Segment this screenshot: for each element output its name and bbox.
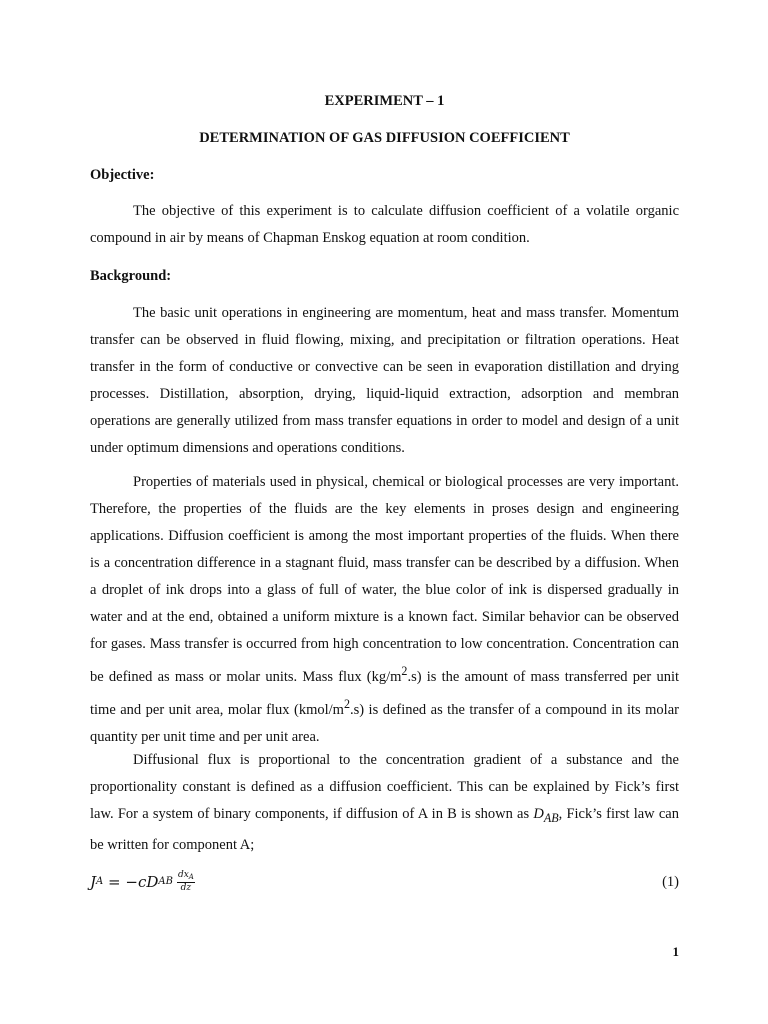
page-number: 1 — [672, 944, 679, 959]
p2-superscript-1: 2 — [401, 664, 408, 678]
p3-text-a: Diffusional flux is proportional to the concentration gradient of a substance and the proportionality constant is defined as a diffusion coefficient. This can be explained by Fick’s first law. For a system of binary components, if diffusion of A in B is shown as — [90, 752, 679, 822]
eq-equals-minus: = − — [103, 872, 138, 891]
eq-lhs: J — [90, 872, 97, 891]
p2-superscript-2: 2 — [343, 696, 350, 711]
main-title: DETERMINATION OF GAS DIFFUSION COEFFICIENT — [199, 130, 570, 146]
eq-c: c — [137, 872, 147, 891]
eq-frac-numerator — [177, 870, 195, 883]
equation-1 — [90, 868, 679, 898]
background-paragraph-1: The basic unit operations in engineering are momentum, heat and mass transfer. Momentum transfer can be observed in fluid flowing, mixing, and precipitation or filtration operations. Heat transfer in the form of conductive or convective can be seen in evaporation distillation and drying processes. Distillation, absorption, drying, liquid-liquid extraction, adsorption and membran operations are generally utilized from mass transfer equations in order to model and design of a unit under optimum dimensions and operations conditions. — [90, 305, 679, 456]
p2-text-b: .s) is the amount of mass transferred per unit time and per unit area, molar flux (kmol/m — [90, 668, 679, 718]
p3-symbol-d-sub: AB — [543, 810, 559, 825]
eq-frac-num-text: dx — [177, 870, 189, 880]
p2-text-a: Properties of materials used in physical, chemical or biological processes are very important. Therefore, the properties of the fluids are the key elements in proses design and engineering applications. Diffusion coefficient is among the most important properties of the fluids. When there is a concentration difference in a stagnant fluid, mass transfer can be described by a diffusion. When a droplet of ink drops into a glass of full of water, the blue color of ink is dispersed gradually in water and at the end, obtained a uniform mixture is a known fact. Similar behavior can be observed for gases. Mass transfer is occurred from high concentration to low concentration. Concentration can be defined as mass or molar units. Mass flux (kg/m — [90, 474, 679, 685]
background-paragraph-2 — [90, 469, 679, 751]
equation-number: (1) — [662, 874, 679, 890]
p3-symbol-d: D — [533, 806, 544, 822]
eq-frac-num-sub: A — [188, 873, 194, 881]
eq-d: D — [146, 872, 159, 891]
experiment-title: EXPERIMENT – 1 — [324, 93, 445, 109]
eq-fraction — [177, 870, 195, 893]
eq-frac-denominator: dz — [180, 883, 192, 893]
eq-d-sub: AB — [158, 876, 173, 887]
p2-text-c: .s) is defined as the transfer of a compound in its molar quantity per unit time and per unit area. — [90, 701, 679, 745]
background-paragraph-3 — [90, 747, 679, 859]
objective-paragraph: The objective of this experiment is to calculate diffusion coefficient of a volatile organic compound in air by means of Chapman Enskog equation at room condition. — [90, 203, 679, 246]
p3-text-b: , Fick’s first law can be written for component A; — [90, 806, 679, 853]
eq-lhs-sub: A — [96, 876, 104, 887]
equation-formula — [90, 870, 195, 893]
document-page — [90, 0, 679, 1024]
objective-heading: Objective: — [90, 167, 155, 183]
background-heading: Background: — [90, 268, 172, 284]
